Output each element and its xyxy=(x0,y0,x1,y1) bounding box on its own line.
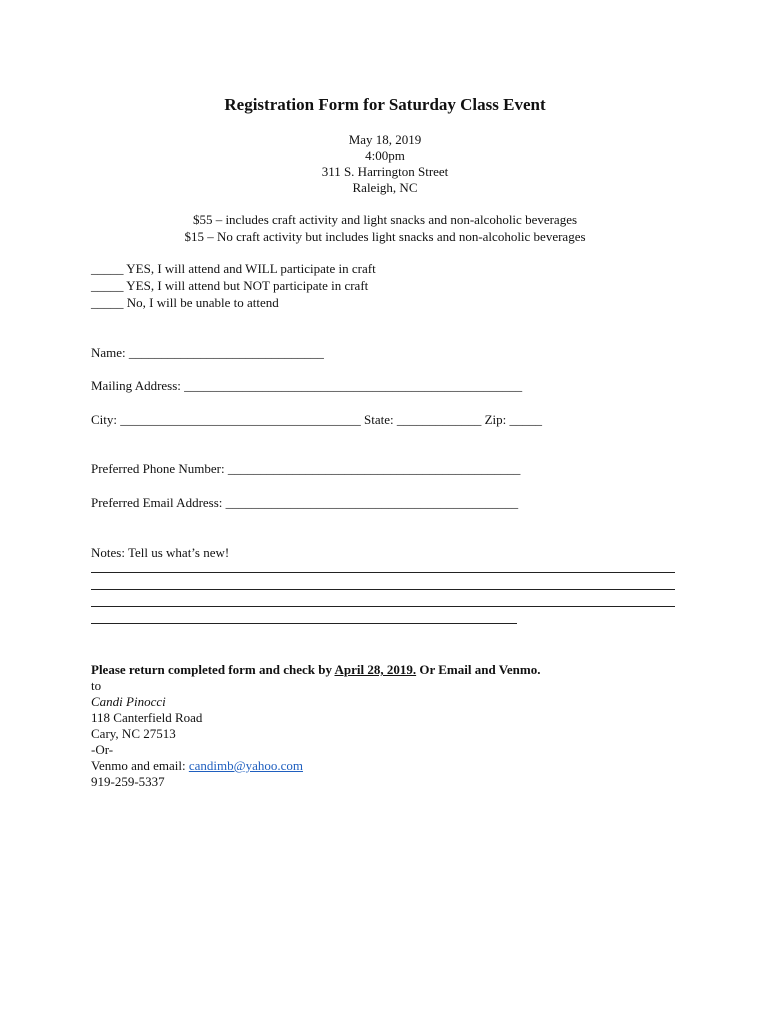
to-label: to xyxy=(91,678,102,693)
attend-option-yes-craft[interactable]: _____ YES, I will attend and WILL participate in craft xyxy=(91,261,376,276)
return-instructions-text: Please return completed form and check by xyxy=(91,662,335,677)
return-deadline-date: April 28, 2019. xyxy=(334,662,417,677)
or-separator: -Or- xyxy=(91,742,114,757)
notes-line-4[interactable] xyxy=(91,623,517,624)
notes-line-2[interactable] xyxy=(91,589,675,590)
price-option-55: $55 – includes craft activity and light snacks and non-alcoholic beverages xyxy=(192,212,578,227)
event-address-line2: Raleigh, NC xyxy=(352,180,418,195)
form-title: Registration Form for Saturday Class Event xyxy=(224,95,546,114)
venmo-label: Venmo and email: xyxy=(91,758,189,773)
attend-option-yes-no-craft[interactable]: _____ YES, I will attend but NOT participate in craft xyxy=(91,278,369,293)
event-time: 4:00pm xyxy=(365,148,405,163)
email-field[interactable]: Preferred Email Address: _____________________________________________ xyxy=(91,495,519,510)
price-option-15: $15 – No craft activity but includes light snacks and non-alcoholic beverages xyxy=(184,229,586,244)
city-state-zip-field[interactable]: City: _____________________________________ State: _____________ Zip: _____ xyxy=(91,412,543,427)
attend-option-no[interactable]: _____ No, I will be unable to attend xyxy=(91,295,279,310)
return-instructions xyxy=(91,662,540,678)
contact-phone: 919-259-5337 xyxy=(91,774,165,789)
notes-line-3[interactable] xyxy=(91,606,675,607)
venmo-email-line xyxy=(91,758,303,774)
event-date: May 18, 2019 xyxy=(348,132,422,147)
event-address-line1: 311 S. Harrington Street xyxy=(321,164,449,179)
notes-line-1[interactable] xyxy=(91,572,675,573)
email-link[interactable]: candimb@yahoo.com xyxy=(188,758,303,773)
contact-city: Cary, NC 27513 xyxy=(91,726,176,741)
phone-field[interactable]: Preferred Phone Number: _____________________________________________ xyxy=(91,461,521,476)
contact-street: 118 Canterfield Road xyxy=(91,710,203,725)
notes-label: Notes: Tell us what’s new! xyxy=(91,545,230,560)
return-instructions-alt: Or Email and Venmo. xyxy=(416,662,541,677)
mailing-address-field[interactable]: Mailing Address: ____________________________________________________ xyxy=(91,378,523,393)
contact-name: Candi Pinocci xyxy=(91,694,166,709)
name-field[interactable]: Name: ______________________________ xyxy=(91,345,324,360)
